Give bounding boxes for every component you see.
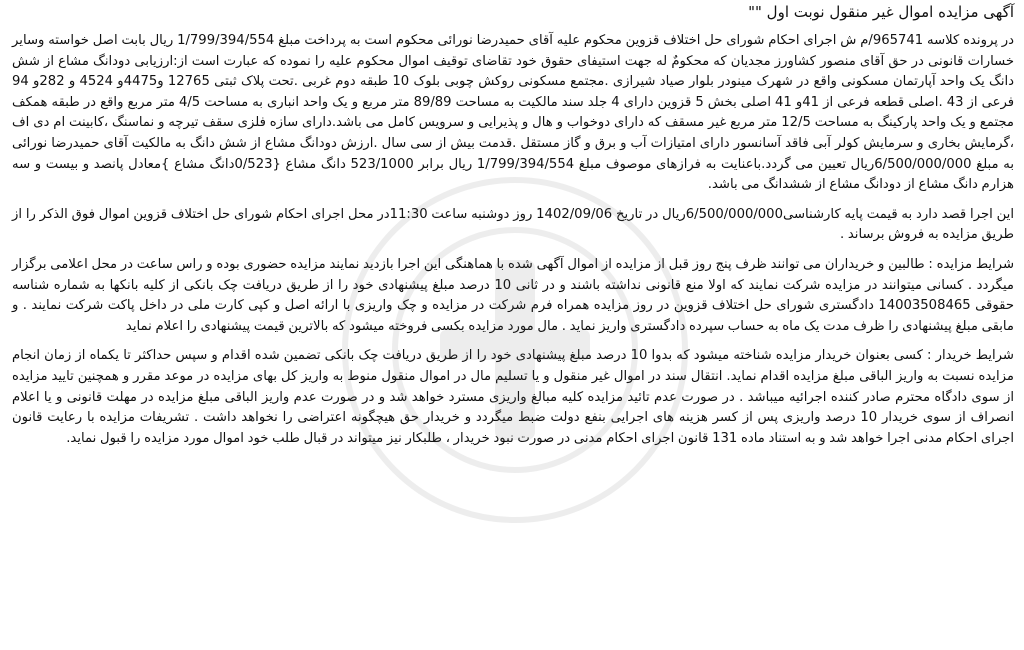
notice-paragraph-case-details: در پرونده کلاسه 965741/م ش اجرای احکام شورای حل اختلاف قزوین محکوم علیه آقای حمیدرضا نورائی محکوم است به پرداخت مبلغ 1/799/394/554 ریال بابت اصل خواسته وسایر خسارات قانونی در حق آقای منصور کشاورز مجدیان که محکومٌ له جهت استیفای حقوق خود تقاضای توقیف اموال محکوم علیه را نموده که عبارت است از:ارزیابی دودانگ مشاع از شش دانگ یک واحد آپارتمان مسکونی واقع در شهرک مینودر بلوار صیاد شیرازی .مجتمع مسکونی روکش چوبی بلوک 10 طبقه دوم غربی .تحت پلاک ثبتی 12765 و4475و 4524 و 282و 94 فرعی از 43 .اصلی قطعه فرعی از 41و 41 اصلی بخش 5 قزوین دارای 4 جلد سند مالکیت به مساحت 89/89 متر مربع و یک واحد انباری به مساحت 4/5 متر مربع واقع در طبقه همکف مجتمع و یک واحد پارکینگ به مساحت 12/5 متر مربع غیر مسقف که دارای دوخواب و هال و پذیرایی و سرویس کامل می باشد.دارای سازه فلزی سقف تیرچه و نماسنگ ،کابینت ام دی اف ،گرمایش بخاری و سرمایش کولر آبی فاقد آسانسور دارای امتیازات آب و برق و گاز مستقل .قدمت بیش از سی سال .ارزش دودانگ مشاع از شش دانگ به مالکیت آقای حمیدرضا نورائی به مبلغ 6/500/000/000ریال تعیین می گردد.باعنایت به فرازهای موصوف مبلغ 1/799/394/554 ریال برابر 523/1000 دانگ مشاع {0/523دانگ مشاع }معادل پانصد و بیست و سه هزارم دانگ مشاع از دودانگ مشاع از ششدانگ می باشد. (12, 33, 1015, 193)
notice-title: آگهی مزایده اموال غیر منقول نوبت اول "" (748, 3, 1014, 21)
notice-paragraph-auction-date: این اجرا قصد دارد به قیمت پایه کارشناسی6/500/000/000ریال در تاریخ 1402/09/06 روز دوشنبه ساعت 11:30در محل اجرای احکام شورای حل اختلاف قزوین اموال فوق الذکر را از طریق مزایده به فروش برساند . (12, 206, 1014, 243)
notice-paragraph-auction-conditions: شرایط مزایده : طالبین و خریداران می توانند ظرف پنج روز قبل از مزایده از اموال آگهی شده با هماهنگی این اجرا بازدید نمایند مزایده حضوری بوده و راس ساعت در محل اعلامی برگزار میگردد . کسانی میتوانند در مزایده شرکت نمایند که اولا منع قانونی نداشته باشند و در ثانی 10 درصد مبلغ پیشنهادی خود را از طریق دریافت چک بانکی از کلیه بانکها به شماره شناسه حقوقی 14003508465 دادگستری شورای حل اختلاف قزوین در روز مزایده همراه فرم شرکت در مزایده و چک واریزی با ارائه اصل و کپی کارت ملی در داخل پاکت شرکت نمایند . و مابقی مبلغ پیشنهادی را ظرف مدت یک ماه به حساب سپرده دادگستری واریز نماید . مال مورد مزایده بکسی فروخته میشود که بالاترین قیمت پیشنهادی را اعلام نماید (12, 256, 1014, 334)
notice-paragraph-buyer-conditions: شرایط خریدار : کسی بعنوان خریدار مزایده شناخته میشود که بدوا 10 درصد مبلغ پیشنهادی خود را از طریق دریافت چک بانکی تضمین شده اقدام و سپس حداکثر تا یکماه از زمان انجام مزایده نسبت به واریز الباقی مبلغ مزایده اقدام نماید. انتقال سند در اموال غیر منقول و یا تسلیم مال در اموال منقول منوط به واریز کل بهای مزایده در موعد مقرر و همچنین تایید مزایده از سوی دادگاه محترم صادر کننده اجرائیه میباشد . در صورت عدم تائید مزایده کلیه مبالغ واریزی مسترد خواهد شد و در صورت عدم واریز الباقی مبلغ مزایده در مهلت قانونی و یا اعلام انصراف از سوی خریدار 10 درصد واریزی پس از کسر هزینه های اجرایی بنفع دولت ضبط میگردد و خریدار حق هیچگونه اعتراضی را نخواهد داشت . تشریفات مزایده با رعایت قانون اجرای احکام مدنی اجرا خواهد شد و به استناد ماده 131 قانون اجرای احکام مدنی در صورت نبود خریدار ، طلبکار نیز میتواند در قبال طلب خود اموال مورد مزایده را قبول نماید. (12, 348, 1015, 446)
